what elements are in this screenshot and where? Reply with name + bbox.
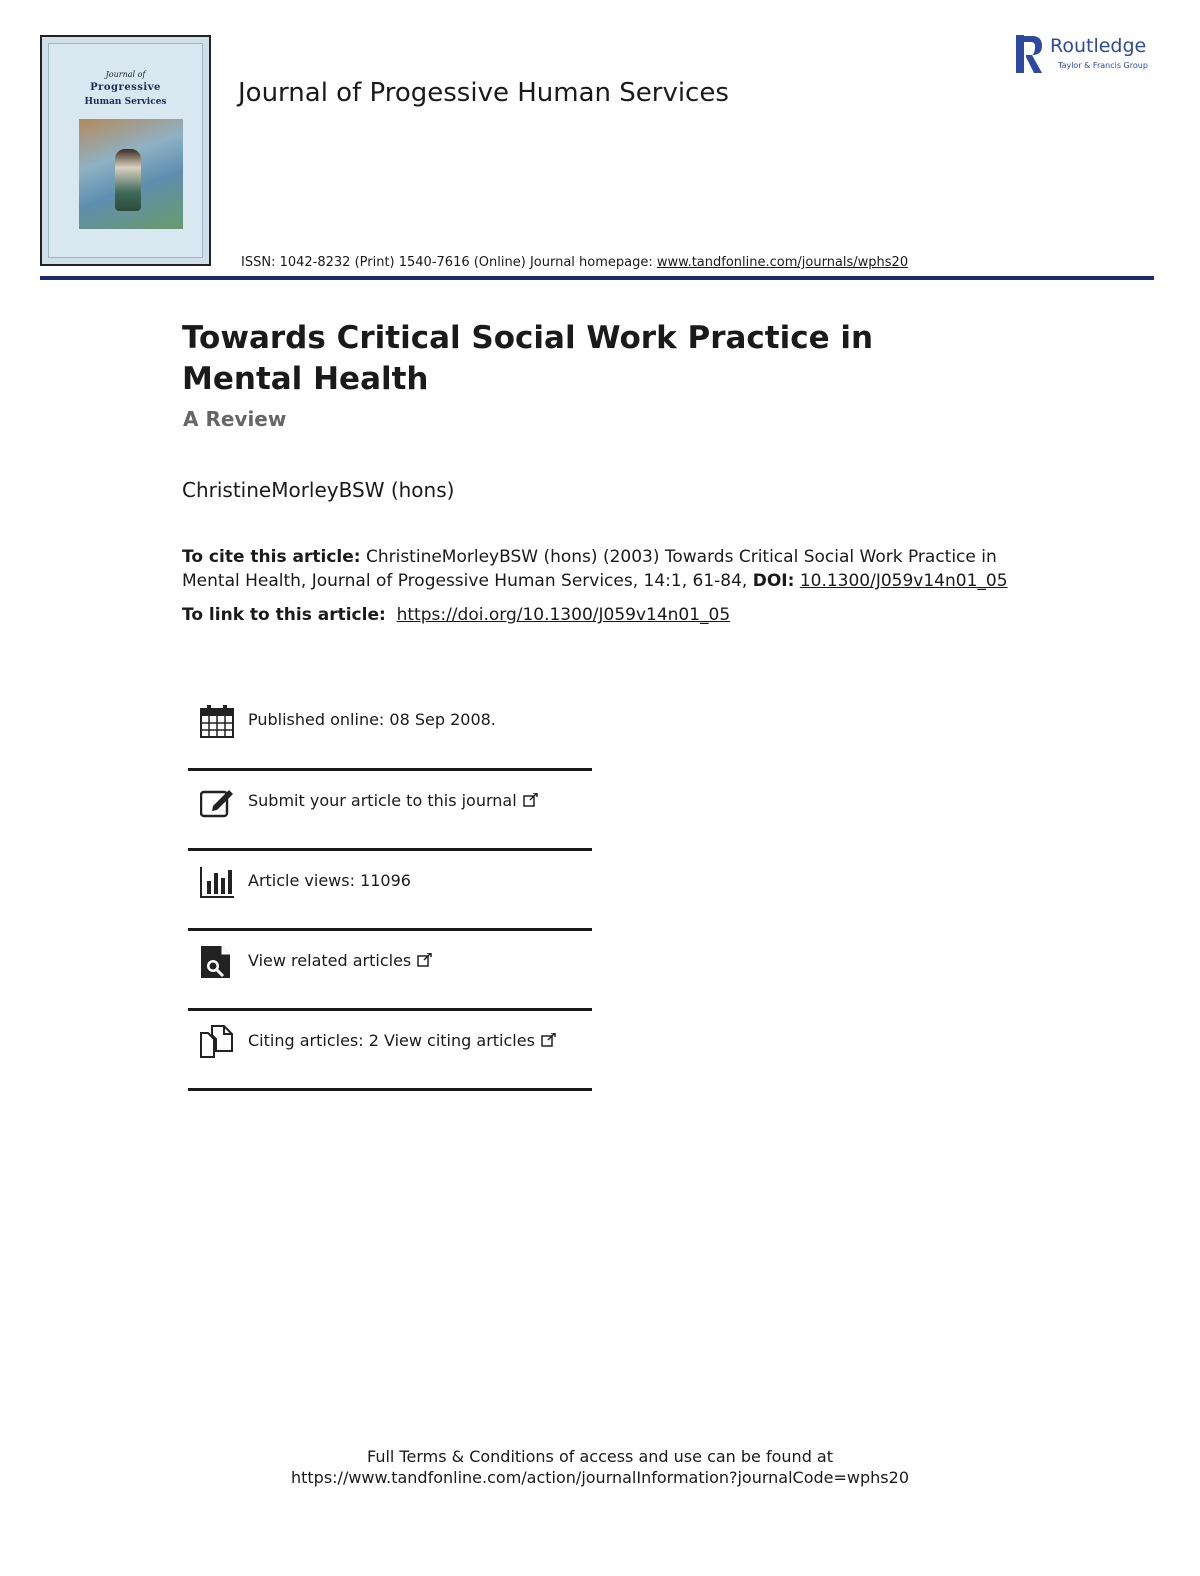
related-articles-label: View related articles [248,951,412,970]
external-link-icon [417,953,433,967]
article-info-list [188,690,592,1091]
submit-article-link[interactable] [248,791,539,810]
publisher-name: Routledge [1050,35,1147,57]
published-date: Published online: 08 Sep 2008. [248,710,496,729]
cover-frame [48,43,203,258]
issn-text: ISSN: 1042-8232 (Print) 1540-7616 (Online) Journal homepage: [241,255,657,270]
article-link-line [182,605,730,625]
citing-articles-link[interactable] [248,1031,557,1050]
journal-homepage-link[interactable]: www.tandfonline.com/journals/wphs20 [656,255,909,270]
cover-title-line2: Progressive [90,82,161,93]
related-row[interactable] [188,931,592,1011]
cover-photo [79,119,183,229]
submit-article-label: Submit your article to this journal [248,791,517,810]
issn-line [241,255,908,270]
external-link-icon [541,1033,557,1047]
doi-label: DOI: [752,571,795,591]
bar-chart-icon [200,865,234,899]
document-search-icon [200,945,234,979]
cover-title-line3: Human Services [84,97,167,107]
views-row [188,851,592,931]
footer-terms [0,1446,1200,1488]
published-row [188,690,592,771]
edit-icon [200,785,234,819]
related-articles-link[interactable] [248,951,433,970]
link-label: To link to this article: [182,605,386,625]
footer-terms-link[interactable]: https://www.tandfonline.com/action/journalInformation?journalCode=wphs20 [290,1468,909,1487]
article-views: Article views: 11096 [248,871,411,890]
journal-title: Journal of Progessive Human Services [238,78,729,108]
cover-figure [115,149,141,211]
article-author: ChristineMorleyBSW (hons) [182,478,455,502]
citation-label: To cite this article: [182,547,361,567]
publisher-logo [1014,33,1156,77]
citation-text: ChristineMorleyBSW (hons) (2003) Towards Critical Social Work Practice in Mental Health, Journal of Progessive Human Services, 14:1, 61-84, [182,547,997,591]
header-divider [40,276,1154,280]
footer-line1: Full Terms & Conditions of access and use can be found at [366,1447,834,1466]
copy-icon [200,1025,234,1059]
citation-block [182,545,1032,593]
doi-link[interactable]: 10.1300/J059v14n01_05 [799,571,1008,591]
article-title: Towards Critical Social Work Practice in Mental Health [182,320,874,397]
calendar-icon [200,704,234,738]
routledge-r-icon [1014,33,1046,75]
external-link-icon [523,793,539,807]
journal-cover-image [40,35,211,266]
cover-title-line1: Journal of [105,70,146,79]
citing-row[interactable] [188,1011,592,1091]
article-subtitle: A Review [183,407,287,431]
citing-articles-label: Citing articles: 2 View citing articles [248,1031,535,1050]
publisher-tagline: Taylor & Francis Group [1058,61,1148,70]
submit-row[interactable] [188,771,592,851]
article-url-link[interactable]: https://doi.org/10.1300/J059v14n01_05 [396,605,731,625]
